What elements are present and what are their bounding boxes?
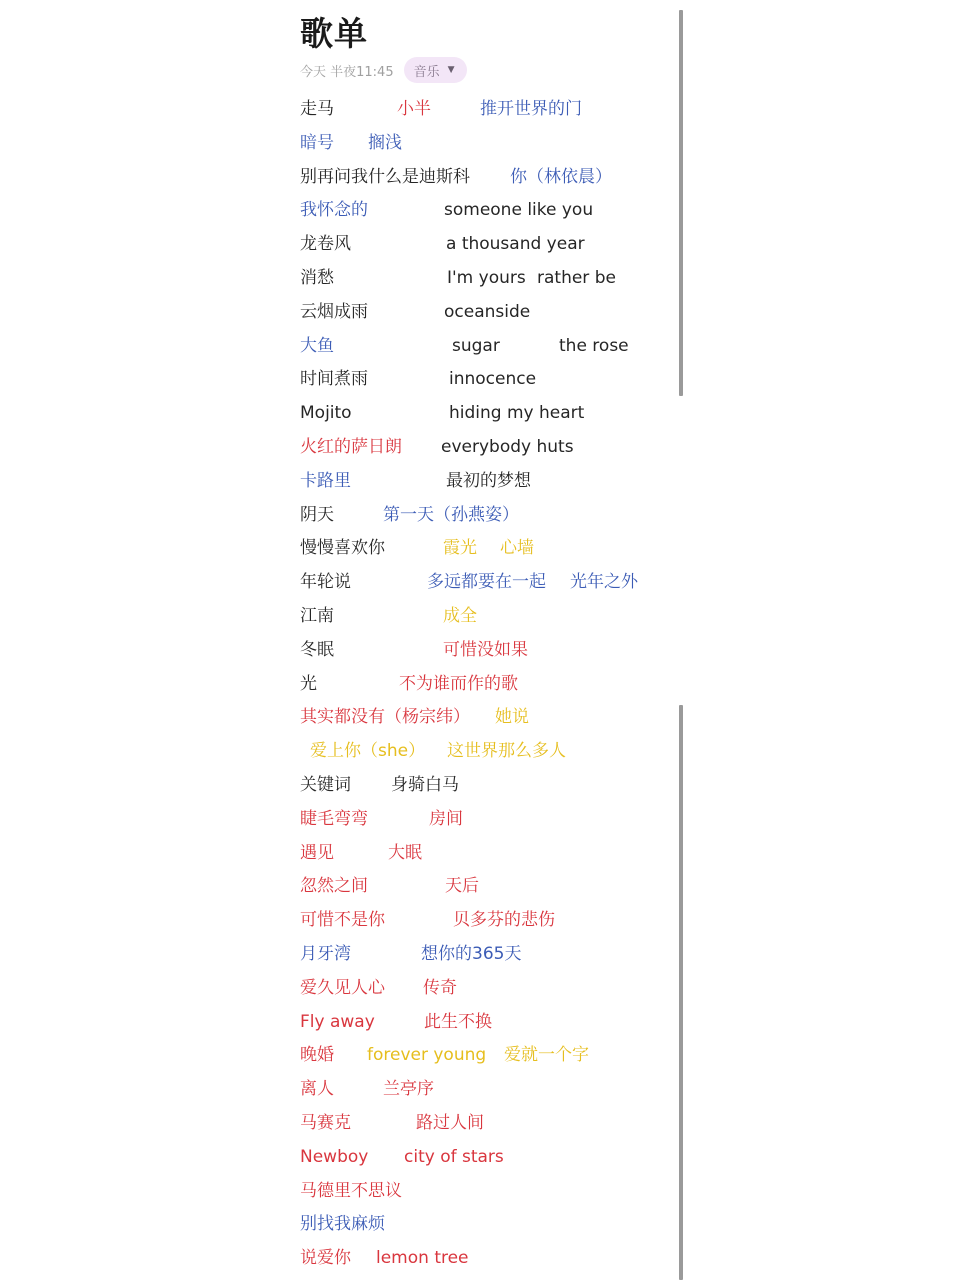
song-title: 爱上你（she） <box>310 741 426 762</box>
song-title: 别找我麻烦 <box>300 1214 385 1235</box>
category-dropdown[interactable] <box>404 57 467 83</box>
song-list <box>300 93 680 1276</box>
song-title: 天后 <box>445 876 479 897</box>
song-title: 最初的梦想 <box>446 470 531 491</box>
song-title: 推开世界的门 <box>480 99 582 119</box>
song-row <box>300 1208 680 1242</box>
song-row <box>300 701 680 735</box>
song-title: Mojito <box>300 403 352 424</box>
song-row <box>300 431 680 465</box>
song-title: sugar <box>452 335 500 356</box>
song-title: 光 <box>300 673 317 694</box>
song-title: 时间煮雨 <box>300 369 368 390</box>
song-title: 别再问我什么是迪斯科 <box>300 166 470 187</box>
song-row <box>300 1175 680 1209</box>
song-row <box>300 904 680 938</box>
song-row <box>300 837 680 871</box>
song-title: 大眠 <box>388 842 422 863</box>
song-row <box>300 465 680 499</box>
song-title: 卡路里 <box>300 470 351 491</box>
song-title: 大鱼 <box>300 335 334 356</box>
song-title: 火红的萨日朗 <box>300 436 402 457</box>
song-title: 她说 <box>495 707 529 728</box>
song-title: 这世界那么多人 <box>447 741 566 762</box>
song-title: 江南 <box>300 605 334 626</box>
song-title: someone like you <box>444 200 594 221</box>
song-row <box>300 972 680 1006</box>
timestamp: 今天 半夜11:45 <box>300 64 394 80</box>
song-title: forever young <box>367 1045 487 1066</box>
song-title: 房间 <box>429 808 463 829</box>
song-title: 晚婚 <box>300 1045 334 1066</box>
song-title: innocence <box>449 369 537 390</box>
song-title: 心墙 <box>500 538 534 559</box>
song-title: 贝多芬的悲伤 <box>453 910 555 931</box>
song-title: city of stars <box>404 1146 504 1167</box>
page-title: 歌单 <box>300 14 368 53</box>
song-title: 搁浅 <box>368 132 402 153</box>
song-row <box>300 735 680 769</box>
song-title: rather be <box>537 267 616 288</box>
song-row <box>300 1107 680 1141</box>
song-title: the rose <box>559 335 629 356</box>
song-title: 冬眠 <box>300 639 334 660</box>
song-row <box>300 194 680 228</box>
song-row <box>300 93 680 127</box>
song-title: 离人 <box>300 1079 334 1100</box>
song-title: 可惜没如果 <box>443 639 528 660</box>
song-row <box>300 397 680 431</box>
song-title: a thousand year <box>446 234 585 255</box>
song-row <box>300 127 680 161</box>
song-title: 月牙湾 <box>300 943 351 964</box>
scrollbar-thumb[interactable] <box>679 10 683 396</box>
song-title: 爱就一个字 <box>504 1045 589 1066</box>
song-title: 说爱你 <box>300 1248 351 1269</box>
song-title: 慢慢喜欢你 <box>300 538 385 559</box>
song-row <box>300 1141 680 1175</box>
song-title: 云烟成雨 <box>300 301 368 322</box>
song-title: lemon tree <box>376 1248 469 1269</box>
song-title: 其实都没有（杨宗纬） <box>300 707 470 728</box>
song-title: 阴天 <box>300 504 334 525</box>
song-row <box>300 499 680 533</box>
song-title: 不为谁而作的歌 <box>399 673 518 694</box>
scrollbar-thumb[interactable] <box>679 705 683 1280</box>
song-title: 此生不换 <box>424 1011 492 1032</box>
song-title: 马德里不思议 <box>300 1180 402 1201</box>
song-title: 忽然之间 <box>300 876 368 897</box>
song-title: 多远都要在一起 <box>427 572 546 593</box>
song-title: everybody huts <box>441 436 574 457</box>
song-title: 我怀念的 <box>300 200 368 221</box>
song-title: Newboy <box>300 1146 369 1167</box>
song-title: 光年之外 <box>570 572 638 593</box>
song-title: 第一天（孙燕姿） <box>383 504 519 525</box>
song-row <box>300 1006 680 1040</box>
song-title: 暗号 <box>300 132 334 153</box>
song-title: 龙卷风 <box>300 234 351 255</box>
song-row <box>300 803 680 837</box>
song-title: hiding my heart <box>449 403 585 424</box>
caret-down-icon: ▼ <box>447 65 455 75</box>
song-title: 小半 <box>397 99 431 119</box>
song-title: 传奇 <box>423 977 457 998</box>
song-title: Fly away <box>300 1011 375 1032</box>
song-title: 马赛克 <box>300 1112 351 1133</box>
song-title: 年轮说 <box>300 572 351 593</box>
song-row <box>300 363 680 397</box>
song-row <box>300 668 680 702</box>
song-row <box>300 228 680 262</box>
song-title: 关键词 <box>300 774 351 795</box>
song-title: 你（林依晨） <box>510 166 612 187</box>
song-row <box>300 532 680 566</box>
song-row <box>300 566 680 600</box>
song-title: 走马 <box>300 99 334 119</box>
song-title: 遇见 <box>300 842 334 863</box>
song-row <box>300 600 680 634</box>
song-title: 爱久见人心 <box>300 977 385 998</box>
song-title: I'm yours <box>447 267 526 288</box>
song-row <box>300 634 680 668</box>
song-title: 睫毛弯弯 <box>300 808 368 829</box>
song-title: 霞光 <box>443 538 477 559</box>
song-title: 可惜不是你 <box>300 910 385 931</box>
song-row <box>300 1073 680 1107</box>
song-title: 成全 <box>443 605 477 626</box>
song-row <box>300 769 680 803</box>
song-title: oceanside <box>444 301 531 322</box>
song-row <box>300 330 680 364</box>
note-meta <box>300 56 467 84</box>
song-row <box>300 296 680 330</box>
song-row <box>300 1242 680 1276</box>
song-title: 想你的365天 <box>421 943 522 964</box>
song-row <box>300 1039 680 1073</box>
song-row <box>300 262 680 296</box>
category-label: 音乐 <box>413 64 440 80</box>
song-title: 兰亭序 <box>383 1079 434 1100</box>
song-row <box>300 870 680 904</box>
song-title: 身骑白马 <box>391 774 459 795</box>
song-title: 消愁 <box>300 267 334 288</box>
song-row <box>300 938 680 972</box>
song-title: 路过人间 <box>416 1112 484 1133</box>
song-row <box>300 161 680 195</box>
